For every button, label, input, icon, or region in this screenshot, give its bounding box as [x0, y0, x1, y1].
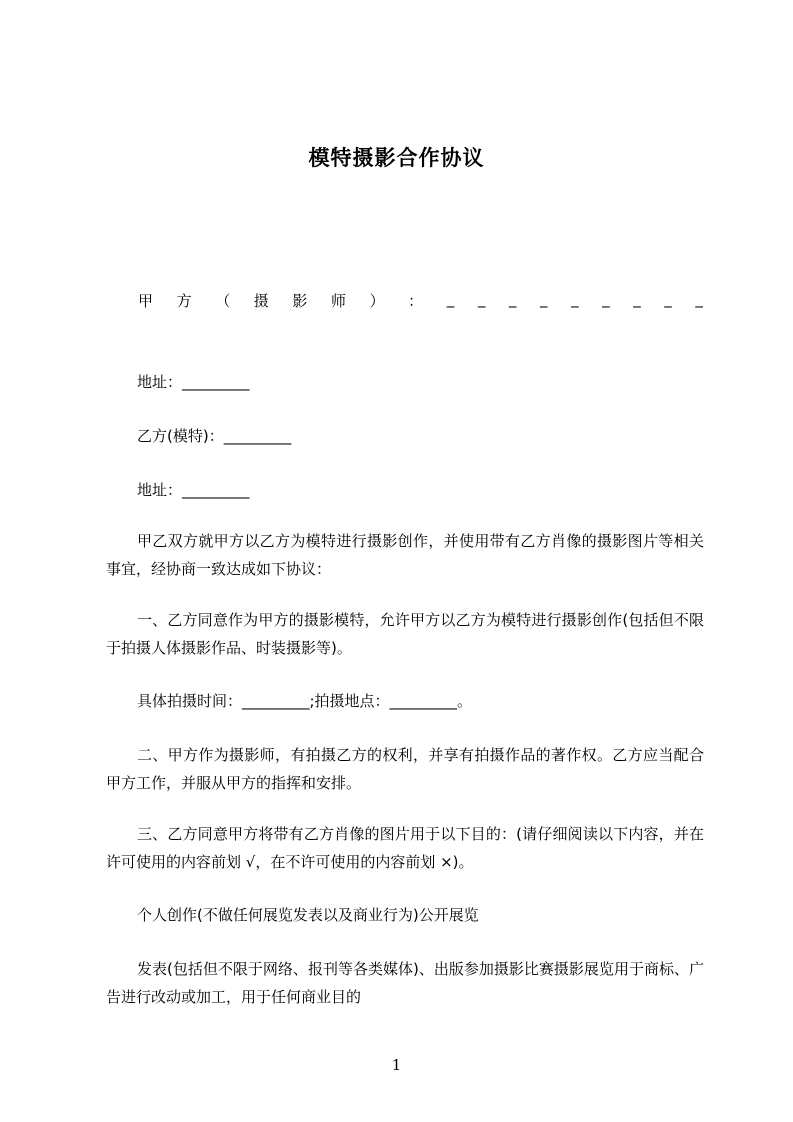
party-a-blank: _	[508, 290, 517, 308]
party-a-address: 地址：_________	[137, 373, 250, 391]
party-a-blank: _	[446, 290, 455, 308]
party-a-char: （	[215, 292, 231, 310]
option-1: 个人创作(不做任何展览发表以及商业行为)公开展览	[137, 906, 479, 924]
party-a-char: ）	[369, 292, 385, 310]
clause-1: 一、乙方同意作为甲方的摄影模特，允许甲方以乙方为模特进行摄影创作(包括但不限于拍摄人体摄影作品、时装摄影等)。	[106, 611, 704, 657]
party-a-blank: _	[664, 290, 672, 308]
party-a-char: ：	[408, 292, 424, 310]
party-a-blank: _	[633, 290, 641, 308]
intro-paragraph: 甲乙双方就甲方以乙方为模特进行摄影创作，并使用带有乙方肖像的摄影图片等相关事宜，经协商一致达成如下协议：	[106, 532, 704, 578]
party-a-char: 摄	[253, 292, 269, 310]
party-a-blank: _	[539, 290, 548, 308]
party-a-blank: _	[477, 290, 486, 308]
option-2: 发表(包括但不限于网络、报刊等各类媒体)、出版参加摄影比赛摄影展览用于商标、广告进行改动或加工，用于任何商业目的	[106, 960, 704, 1006]
clause-3: 三、乙方同意甲方将带有乙方肖像的图片用于以下目的：(请仔细阅读以下内容，并在许可使用的内容前划 √，在不许可使用的内容前划 ×)。	[106, 825, 704, 871]
page-title: 模特摄影合作协议	[308, 146, 485, 170]
party-a-blank: _	[602, 290, 610, 308]
page-number: 1	[391, 1056, 402, 1074]
party-a-char: 方	[176, 292, 192, 310]
party-a-blank: _	[571, 290, 579, 308]
party-a-char: 甲	[138, 292, 154, 310]
party-a-char: 影	[292, 292, 308, 310]
party-b-line: 乙方(模特)：_________	[137, 427, 292, 445]
shoot-info: 具体拍摄时间：_________;拍摄地点：_________。	[137, 692, 473, 710]
party-a-char: 师	[330, 292, 346, 310]
party-b-address: 地址：_________	[137, 481, 250, 499]
party-a-line	[138, 290, 703, 311]
clause-2: 二、甲方作为摄影师，有拍摄乙方的权利，并享有拍摄作品的著作权。乙方应当配合甲方工作，并服从甲方的指挥和安排。	[106, 746, 704, 792]
party-a-blank: _	[695, 290, 703, 308]
